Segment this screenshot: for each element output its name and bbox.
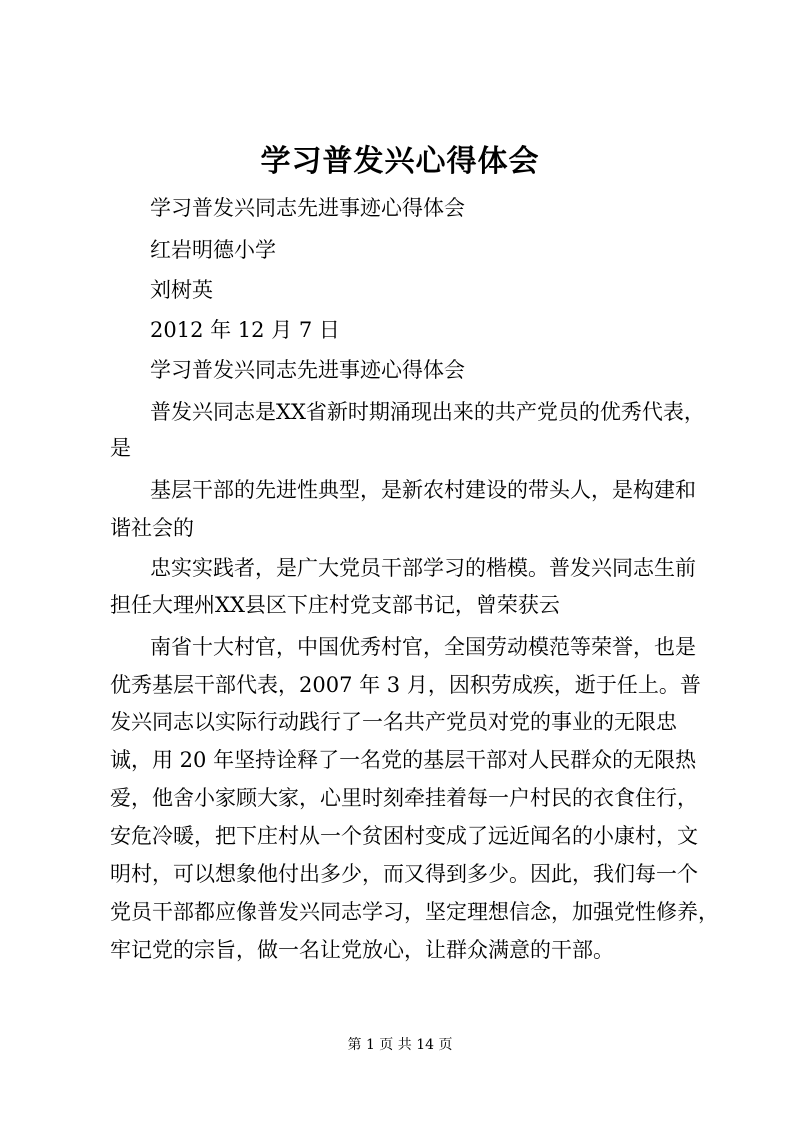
paragraph-line: 爱，他舍小家顾大家，心里时刻牵挂着每一户村民的衣食住行，	[110, 786, 698, 810]
paragraph-line: 担任大理州XX县区下庄村党支部书记，曾荣获云	[110, 593, 560, 617]
paragraph-line: 基层干部的先进性典型，是新农村建设的带头人，是构建和	[150, 478, 696, 502]
document-date: 2012 年 12 月 7 日	[150, 318, 340, 342]
paragraph-line: 安危冷暖，把下庄村从一个贫困村变成了远近闻名的小康村，文	[110, 824, 698, 848]
paragraph-line: 是	[110, 436, 131, 460]
subtitle-line: 学习普发兴同志先进事迹心得体会	[150, 196, 465, 220]
paragraph-line: 牢记党的宗旨，做一名让党放心，让群众满意的干部。	[110, 938, 614, 962]
paragraph-line: 南省十大村官，中国优秀村官，全国劳动模范等荣誉，也是	[150, 635, 696, 659]
author-name: 刘树英	[150, 278, 213, 302]
paragraph-line: 优秀基层干部代表，2007 年 3 月，因积劳成疾，逝于任上。普	[110, 673, 701, 697]
document-title: 学习普发兴心得体会	[260, 144, 540, 179]
section-heading: 学习普发兴同志先进事迹心得体会	[150, 358, 465, 382]
paragraph-line: 诚，用 20 年坚持诠释了一名党的基层干部对人民群众的无限热	[110, 748, 697, 772]
paragraph-line: 明村，可以想象他付出多少，而又得到多少。因此，我们每一个	[110, 862, 698, 886]
paragraph-line: 忠实实践者，是广大党员干部学习的楷模。普发兴同志生前	[150, 556, 696, 580]
paragraph-line: 党员干部都应像普发兴同志学习，坚定理想信念，加强党性修养，	[110, 900, 719, 924]
paragraph-line: 发兴同志以实际行动践行了一名共产党员对党的事业的无限忠	[110, 710, 677, 734]
school-name: 红岩明德小学	[150, 238, 276, 262]
page-footer: 第 1 页 共 14 页	[347, 1037, 453, 1053]
paragraph-line: 普发兴同志是XX省新时期涌现出来的共产党员的优秀代表，	[150, 400, 705, 424]
paragraph-line: 谐社会的	[110, 516, 194, 540]
